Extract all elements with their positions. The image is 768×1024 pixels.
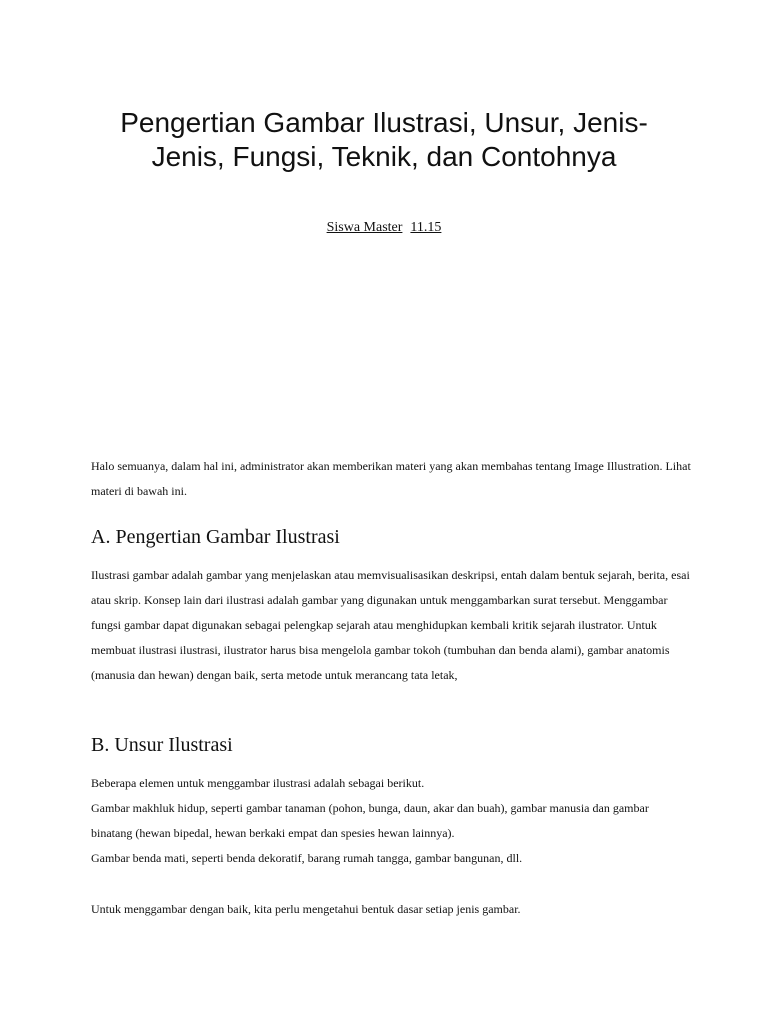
article-title: Pengertian Gambar Ilustrasi, Unsur, Jenis-Jenis, Fungsi, Teknik, dan Contohnya bbox=[120, 107, 648, 172]
section-a-paragraph: Ilustrasi gambar adalah gambar yang menjelaskan atau memvisualisasikan deskripsi, entah dalam bentuk sejarah, berita, esai atau skrip. Konsep lain dari ilustrasi adalah gambar yang digunakan untuk menggambarkan surat tersebut. Menggambar fungsi gambar dapat digunakan sebagai pelengkap sejarah atau menghidupkan kembali kritik sejarah ilustrator. Untuk membuat ilustrasi ilustrasi, ilustrator harus bisa mengelola gambar tokoh (tumbuhan dan benda alami), gambar anatomis (manusia dan hewan) dengan baik, serta metode untuk merancang tata letak, bbox=[91, 568, 690, 682]
section-b-list bbox=[91, 771, 691, 871]
section-b-line: Gambar makhluk hidup, seperti gambar tanaman (pohon, bunga, daun, akar dan buah), gambar manusia dan gambar binatang (hewan bipedal, hewan berkaki empat dan spesies hewan lainnya). bbox=[91, 801, 649, 840]
post-time-link[interactable]: 11.15 bbox=[410, 220, 442, 235]
section-b-line: Beberapa elemen untuk menggambar ilustrasi adalah sebagai berikut. bbox=[91, 776, 425, 790]
section-b-line: Gambar benda mati, seperti benda dekoratif, barang rumah tangga, gambar bangunan, dll. bbox=[91, 851, 523, 865]
author-link[interactable]: Siswa Master bbox=[326, 220, 403, 235]
section-heading-a: A. Pengertian Gambar Ilustrasi bbox=[91, 526, 340, 548]
section-heading-b: B. Unsur Ilustrasi bbox=[91, 734, 233, 756]
article-byline bbox=[0, 219, 768, 237]
section-b-closing: Untuk menggambar dengan baik, kita perlu mengetahui bentuk dasar setiap jenis gambar. bbox=[91, 902, 521, 916]
intro-paragraph: Halo semuanya, dalam hal ini, administrator akan memberikan materi yang akan membahas tentang Image Illustration. Lihat materi di bawah ini. bbox=[91, 459, 691, 498]
